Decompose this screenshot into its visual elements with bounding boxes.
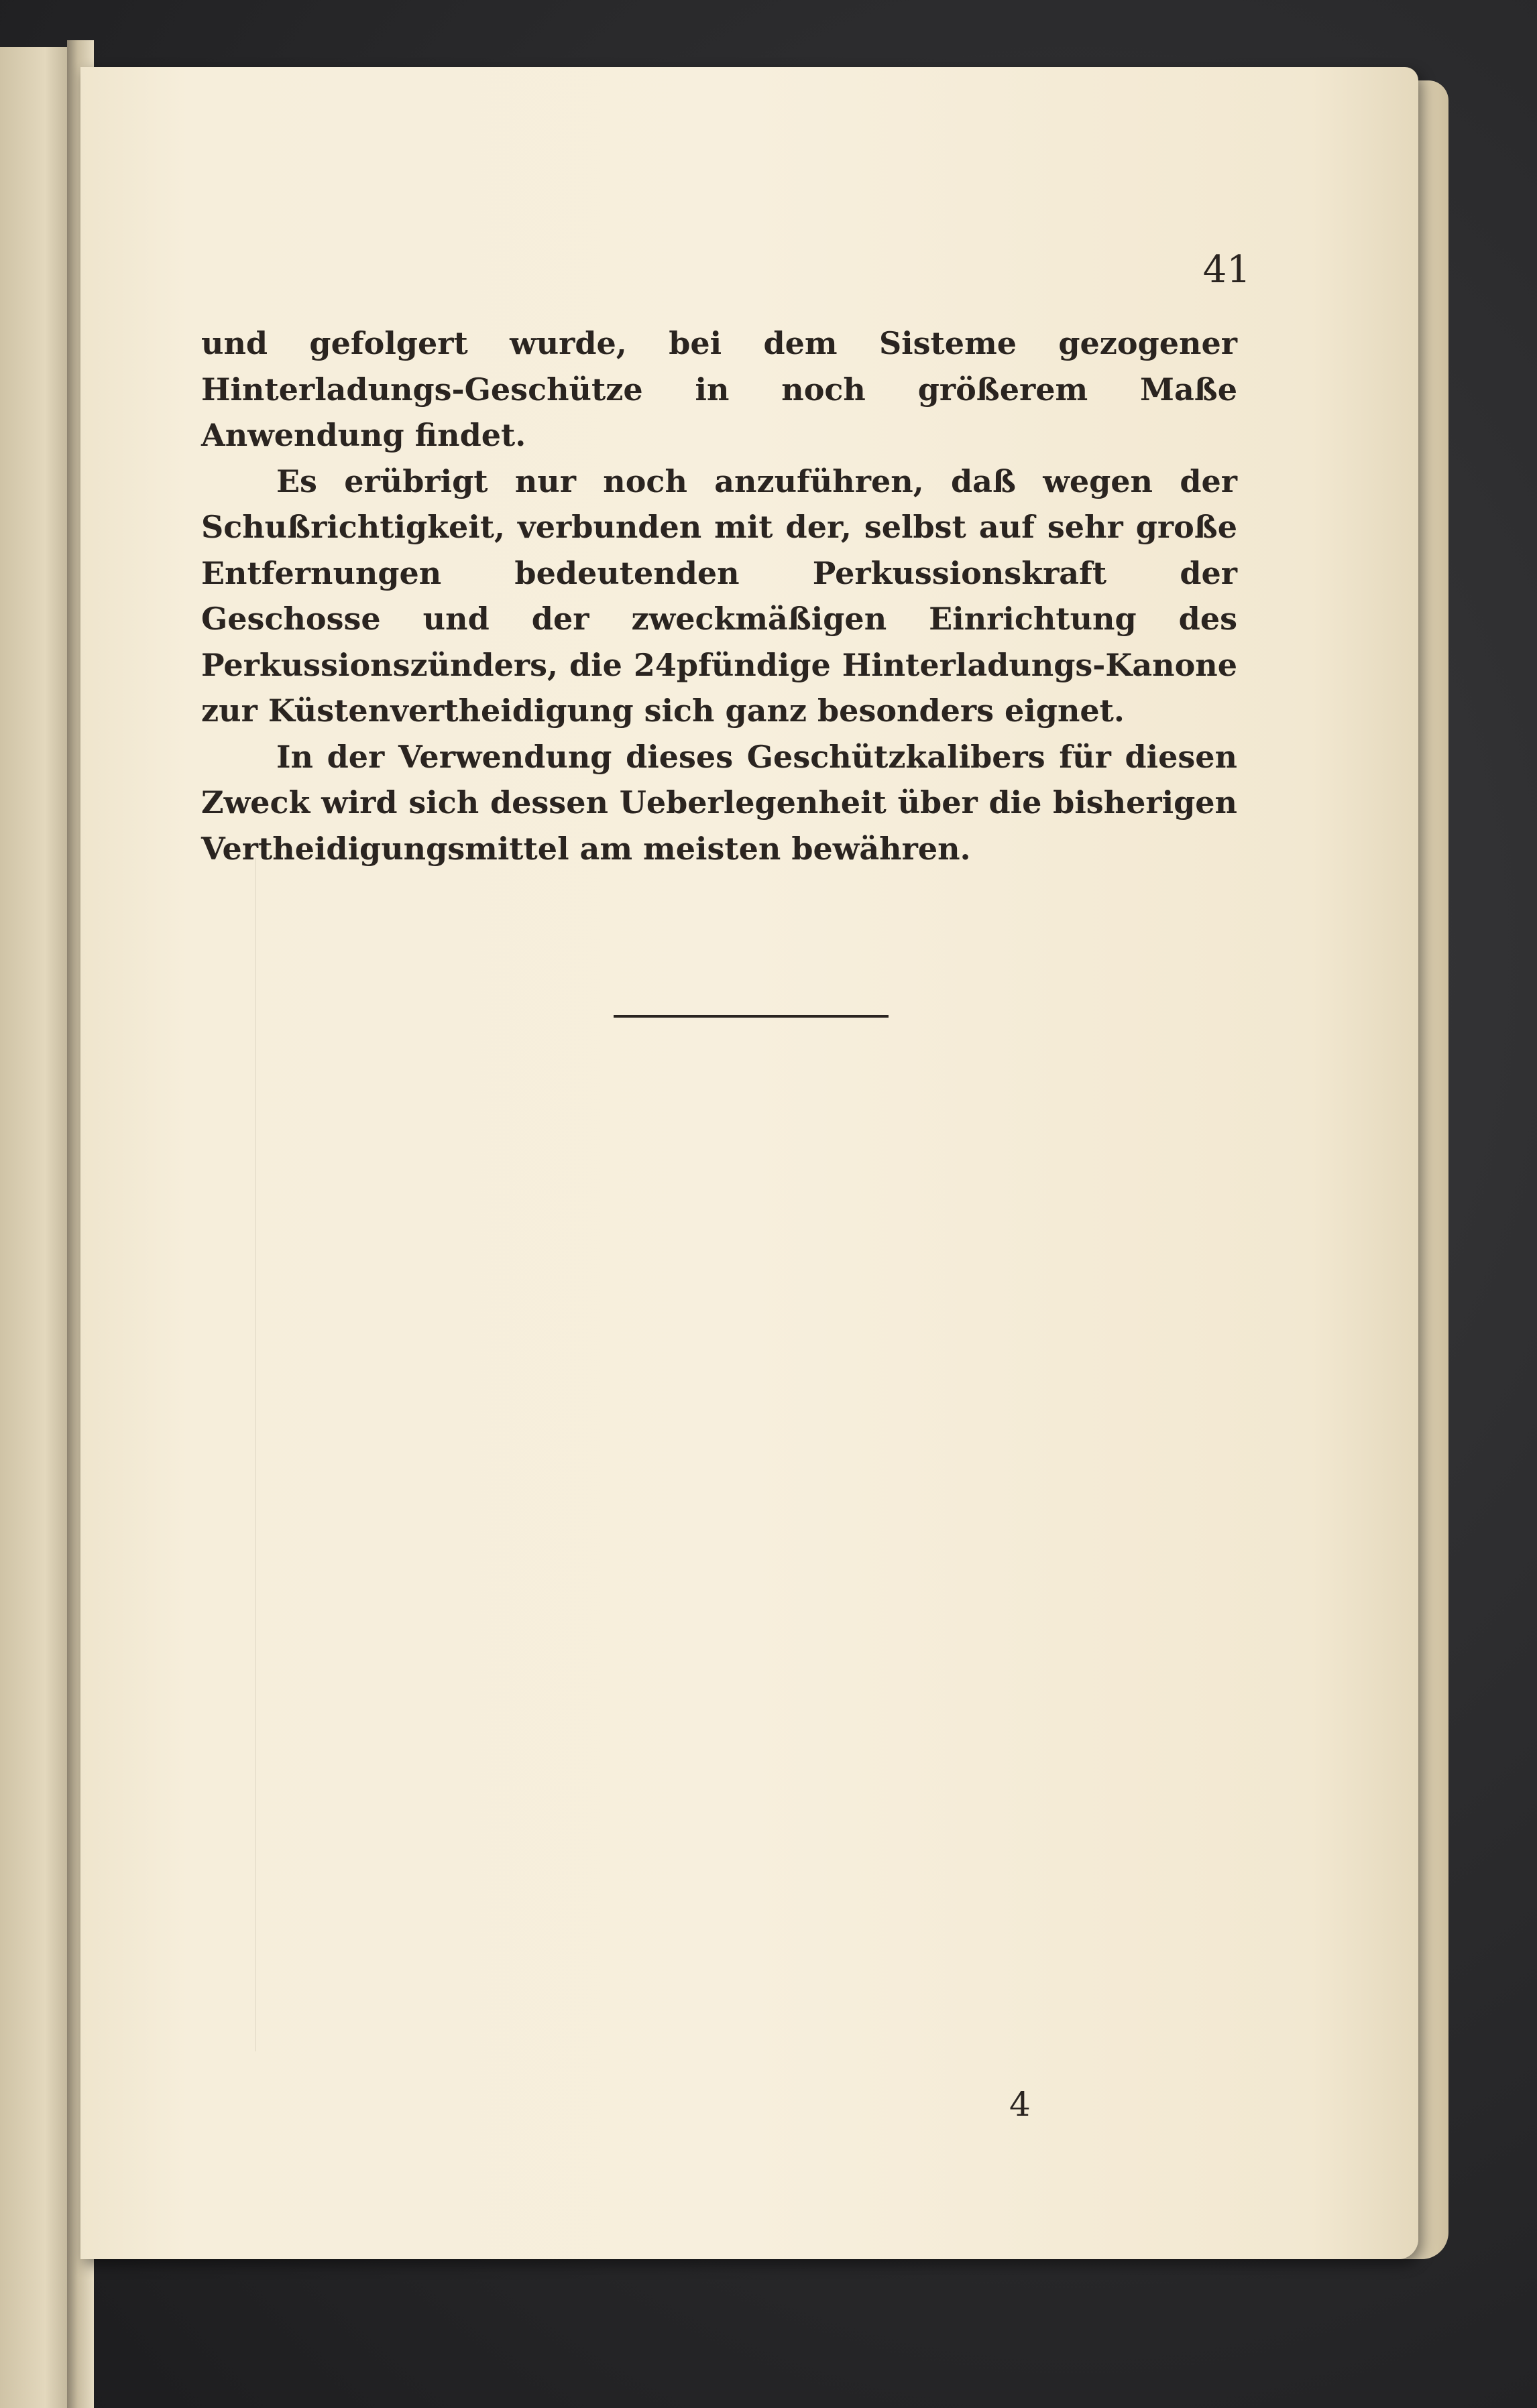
section-end-rule: [614, 1015, 889, 1018]
paragraph-1: und gefolgert wurde, bei dem Sisteme gezogener Hinterladungs-Geschütze in noch größerem Maße Anwendung findet.: [201, 325, 1237, 453]
book-page: [80, 67, 1418, 2259]
left-page-edge: [0, 47, 75, 2408]
page-number: 41: [1202, 248, 1251, 292]
signature-mark: 4: [1009, 2085, 1031, 2124]
show-through-table: [255, 858, 1262, 2051]
page-body: [201, 320, 1237, 871]
paragraph-3: In der Verwendung dieses Geschützkalibers für diesen Zweck wird sich dessen Ueberlegenheit über die bisherigen Vertheidigungsmittel am meisten bewähren.: [201, 738, 1237, 867]
paragraph-2: Es erübrigt nur noch anzuführen, daß wegen der Schußrichtigkeit, verbunden mit der, selbst auf sehr große Entfernungen bedeutenden Perkussionskraft der Geschosse und der zweckmäßigen Einrichtung des Perkussionszünders, die 24pfündige Hinterladungs-Kanone zur Küstenvertheidigung sich ganz besonders eignet.: [201, 463, 1237, 729]
